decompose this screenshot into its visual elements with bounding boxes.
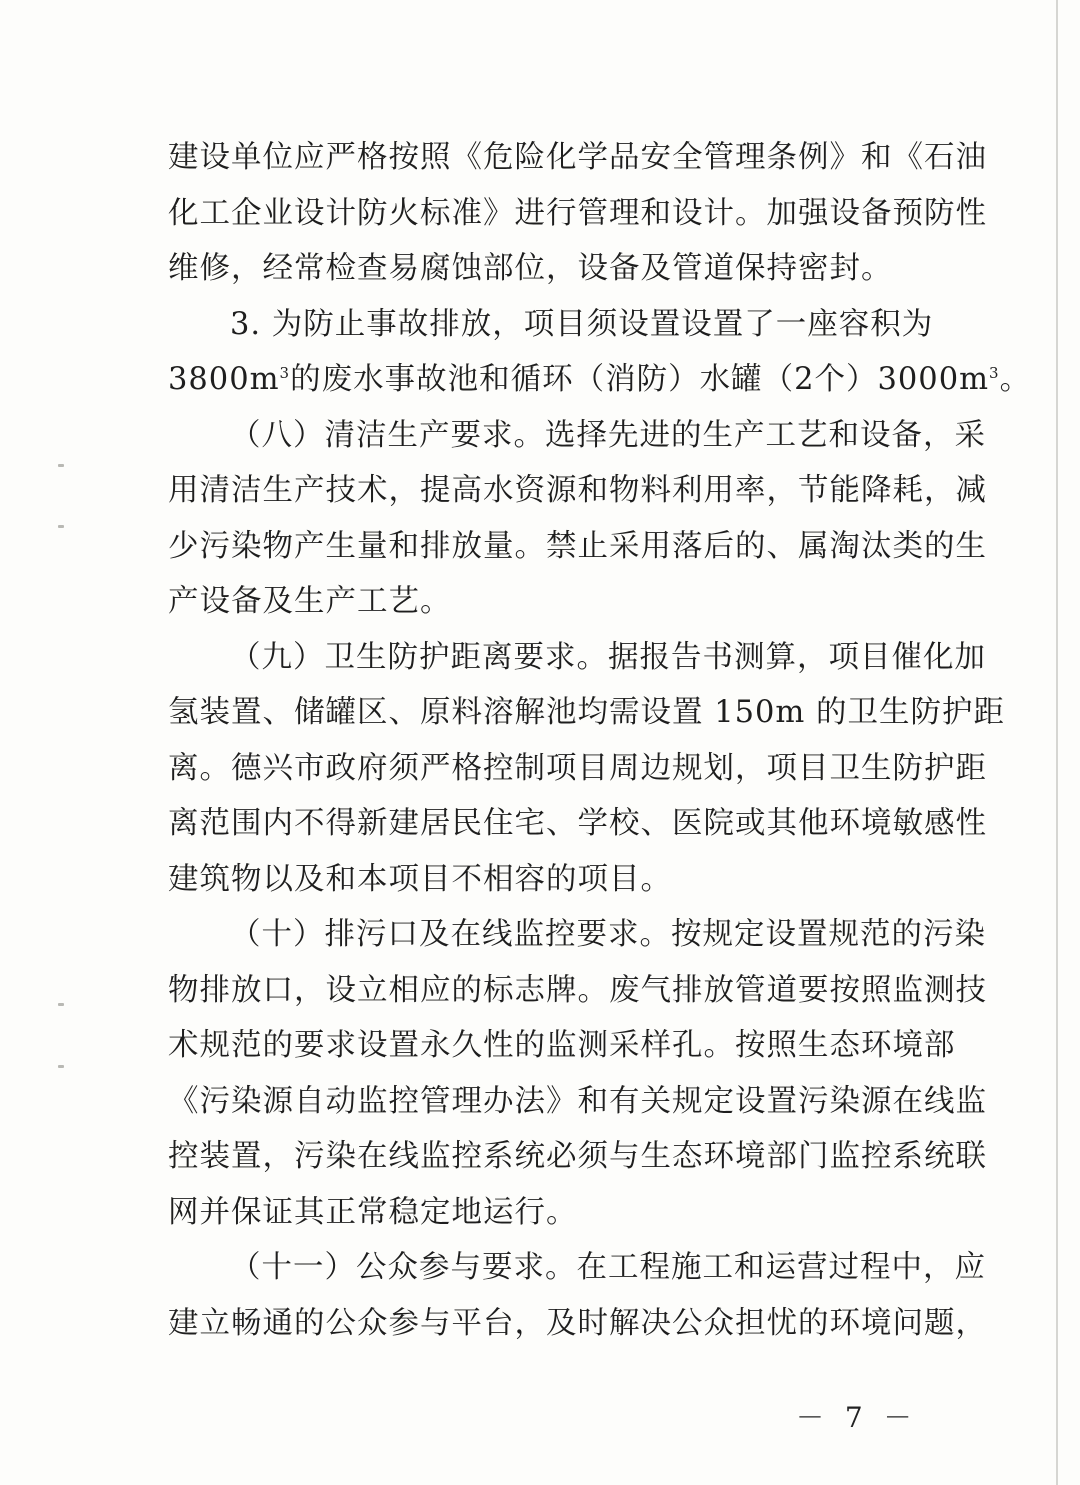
text-line: 物排放口，设立相应的标志牌。废气排放管道要按照监测技 — [168, 972, 987, 1008]
scan-edge-line — [1056, 0, 1058, 1485]
text-span: 。 — [999, 362, 1032, 397]
text-line: 术规范的要求设置永久性的监测采样孔。按照生态环境部 — [168, 1028, 956, 1063]
text-line: 少污染物产生量和排放量。禁止采用落后的、属淘汰类的生 — [168, 528, 987, 564]
text-line: 3. 为防止事故排放，项目须设置设置了一座容积为 — [230, 306, 934, 342]
text-line: 离。德兴市政府须严格控制项目周边规划，项目卫生防护距 — [168, 750, 987, 786]
text-line: 化工企业设计防火标准》进行管理和设计。加强设备预防性 — [168, 195, 987, 231]
superscript: 3 — [989, 363, 1000, 382]
text-line: （十）排污口及在线监控要求。按规定设置规范的污染 — [230, 917, 986, 952]
text-line: 建设单位应严格按照《危险化学品安全管理条例》和《石油 — [168, 140, 987, 175]
scan-mark — [58, 464, 64, 467]
text-line: 离范围内不得新建居民住宅、学校、医院或其他环境敏感性 — [168, 806, 987, 841]
scan-mark — [58, 525, 64, 528]
text-line: （九）卫生防护距离要求。据报告书测算，项目催化加 — [230, 639, 986, 675]
text-line: 氢装置、储罐区、原料溶解池均需设置 150m 的卫生防护距 — [168, 695, 1006, 730]
text-line: 控装置，污染在线监控系统必须与生态环境部门监控系统联 — [168, 1139, 987, 1174]
scan-mark — [58, 1065, 64, 1068]
text-line: 建立畅通的公众参与平台，及时解决公众担忧的环境问题， — [168, 1305, 987, 1341]
page-number: － 7 － — [796, 1401, 918, 1434]
text-span: 3800m — [168, 362, 280, 397]
superscript: 3 — [279, 363, 291, 382]
text-line: 用清洁生产技术，提高水资源和物料利用率，节能降耗，减 — [168, 473, 987, 508]
text-span: 的废水事故池和循环（消防）水罐（2个）3000m — [290, 362, 990, 397]
text-line: 产设备及生产工艺。 — [168, 584, 452, 619]
text-line: 维修，经常检查易腐蚀部位，设备及管道保持密封。 — [168, 251, 893, 286]
text-line: 《污染源自动监控管理办法》和有关规定设置污染源在线监 — [168, 1083, 987, 1119]
text-line: 网并保证其正常稳定地运行。 — [168, 1194, 578, 1230]
body-text — [168, 130, 1032, 1351]
text-line: 建筑物以及和本项目不相容的项目。 — [168, 861, 672, 897]
text-line — [168, 352, 1032, 408]
text-line: （十一）公众参与要求。在工程施工和运营过程中，应 — [230, 1250, 986, 1285]
paragraph-group — [168, 408, 1006, 1352]
text-line: （八）清洁生产要求。选择先进的生产工艺和设备，采 — [230, 417, 986, 453]
scan-mark — [58, 1003, 64, 1006]
